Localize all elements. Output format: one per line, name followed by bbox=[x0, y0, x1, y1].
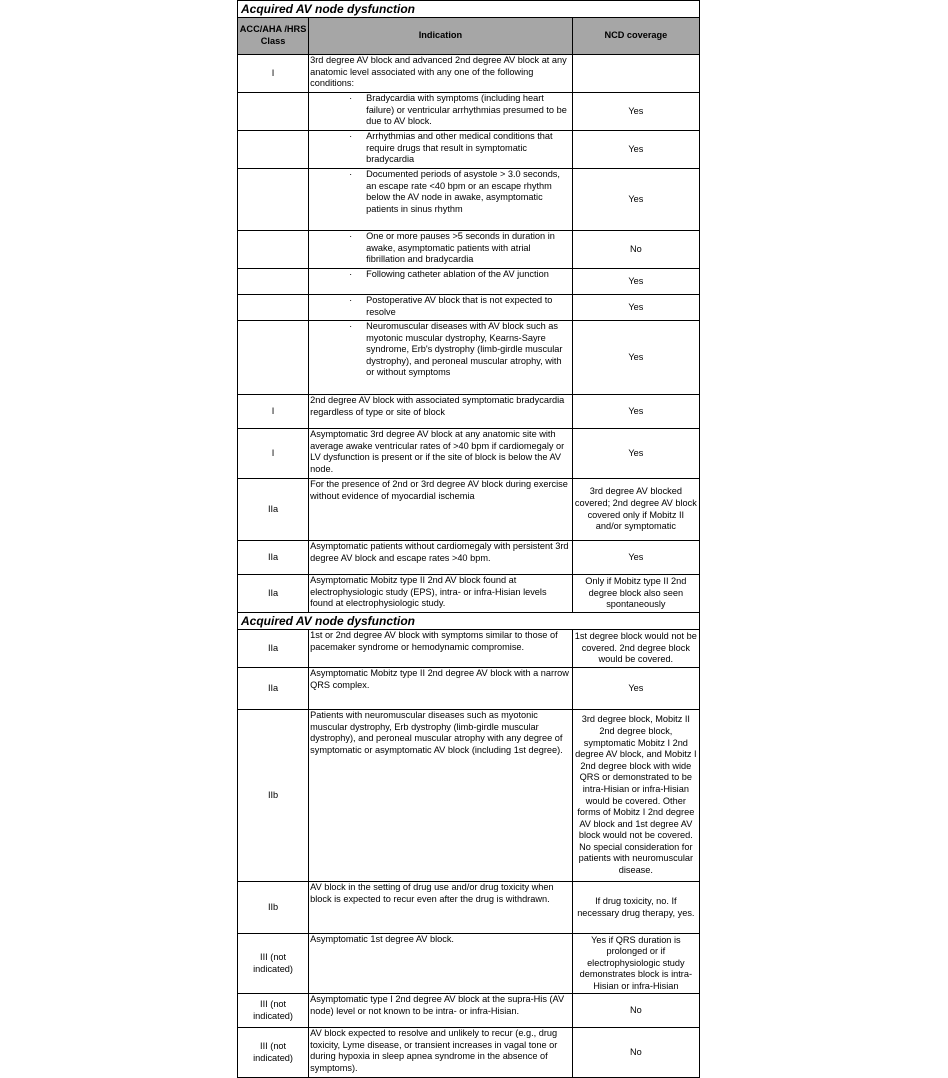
bullet-icon: · bbox=[349, 131, 353, 141]
bullet-text: One or more pauses >5 seconds in duration in awake, asymptomatic patients with atrial fibrillation and bradycardia bbox=[366, 231, 555, 265]
class-cell bbox=[238, 269, 309, 295]
table-row bbox=[238, 295, 700, 321]
indication-text: Asymptomatic Mobitz type II 2nd AV block found at electrophysiologic study (EPS), intra- or infra-Hisian levels found at electrophysiologic study. bbox=[310, 575, 547, 609]
ncd-cell: 3rd degree AV blocked covered; 2nd degree AV block covered only if Mobitz II and/or symptomatic bbox=[572, 479, 699, 541]
ncd-cell: Yes bbox=[572, 295, 699, 321]
table-row bbox=[238, 169, 700, 231]
ncd-cell: No bbox=[572, 994, 699, 1028]
indication-text: 2nd degree AV block with associated symptomatic bradycardia regardless of type or site of block bbox=[310, 395, 565, 417]
table-row bbox=[238, 934, 700, 994]
ncd-cell bbox=[572, 55, 699, 93]
class-cell: IIa bbox=[238, 630, 309, 668]
class-cell: III (not indicated) bbox=[238, 1028, 309, 1078]
indication-cell bbox=[309, 321, 573, 395]
class-cell: IIb bbox=[238, 710, 309, 882]
section-title-row bbox=[238, 1, 700, 18]
ncd-cell: No bbox=[572, 231, 699, 269]
table-row bbox=[238, 630, 700, 668]
table-row bbox=[238, 93, 700, 131]
ncd-cell: Yes bbox=[572, 131, 699, 169]
indication-text: Asymptomatic 3rd degree AV block at any anatomic site with average awake ventricular rates of >40 bpm if cardiomegaly or LV dysfunction is present or if the site of block is below the AV node. bbox=[310, 429, 565, 474]
bullet-item bbox=[310, 321, 571, 379]
indication-text: AV block in the setting of drug use and/or drug toxicity when block is expected to recur even after the drug is withdrawn. bbox=[310, 882, 554, 904]
section-title-row bbox=[238, 613, 700, 630]
table-row bbox=[238, 1028, 700, 1078]
bullet-text: Neuromuscular diseases with AV block such as myotonic muscular dystrophy, Kearns-Sayre syndrome, Erb's dystrophy (limb-girdle muscular dystrophy), and peroneal muscular atrophy, with or without symptoms bbox=[366, 321, 563, 378]
ncd-cell: Yes bbox=[572, 169, 699, 231]
bullet-icon: · bbox=[349, 321, 353, 331]
indication-cell bbox=[309, 575, 573, 613]
table-row bbox=[238, 55, 700, 93]
indication-cell bbox=[309, 395, 573, 429]
table-row bbox=[238, 395, 700, 429]
bullet-icon: · bbox=[349, 295, 353, 305]
table-row bbox=[238, 429, 700, 479]
ncd-cell: Yes if QRS duration is prolonged or if electrophysiologic study demonstrates block is intra-Hisian or infra-Hisian bbox=[572, 934, 699, 994]
indication-cell bbox=[309, 295, 573, 321]
header-row bbox=[238, 18, 700, 55]
indication-cell bbox=[309, 269, 573, 295]
header-indication: Indication bbox=[309, 18, 573, 55]
class-cell: IIb bbox=[238, 882, 309, 934]
ncd-cell: Only if Mobitz type II 2nd degree block also seen spontaneously bbox=[572, 575, 699, 613]
indication-cell bbox=[309, 55, 573, 93]
class-cell: I bbox=[238, 395, 309, 429]
class-cell bbox=[238, 321, 309, 395]
table-row bbox=[238, 321, 700, 395]
bullet-icon: · bbox=[349, 93, 353, 103]
ncd-cell: 1st degree block would not be covered. 2nd degree block would be covered. bbox=[572, 630, 699, 668]
ncd-cell: Yes bbox=[572, 93, 699, 131]
indication-text: AV block expected to resolve and unlikely to recur (e.g., drug toxicity, Lyme disease, or transient increases in vagal tone or during hypoxia in sleep apnea syndrome in the absence of symptoms). bbox=[310, 1028, 558, 1073]
indication-text: 1st or 2nd degree AV block with symptoms similar to those of pacemaker syndrome or hemodynamic compromise. bbox=[310, 630, 558, 652]
ncd-cell: Yes bbox=[572, 668, 699, 710]
bullet-icon: · bbox=[349, 169, 353, 179]
class-cell: I bbox=[238, 429, 309, 479]
indication-cell bbox=[309, 668, 573, 710]
ncd-cell: 3rd degree block, Mobitz II 2nd degree block, symptomatic Mobitz I 2nd degree AV block, and Mobitz I 2nd degree block with wide QRS or demonstrated to be intra-Hisian or infra-Hisian would be covered. Other forms of Mobitz I 2nd degree AV block and 1st degree AV block would not be covered. No special consideration for patients with neuromuscular disease. bbox=[572, 710, 699, 882]
bullet-item bbox=[310, 295, 571, 318]
bullet-item bbox=[310, 131, 571, 166]
document bbox=[237, 0, 700, 1078]
indication-text: Patients with neuromuscular diseases such as myotonic muscular dystrophy, Erb dystrophy (limb-girdle muscular dystrophy), and peroneal muscular atrophy with any degree of symptomatic or asymptomatic AV block (including 1st degree). bbox=[310, 710, 563, 755]
ncd-cell: If drug toxicity, no. If necessary drug therapy, yes. bbox=[572, 882, 699, 934]
ncd-cell: No bbox=[572, 1028, 699, 1078]
bullet-icon: · bbox=[349, 231, 353, 241]
header-class: ACC/AHA /HRS Class bbox=[238, 18, 309, 55]
class-cell bbox=[238, 131, 309, 169]
class-cell: III (not indicated) bbox=[238, 934, 309, 994]
indication-cell bbox=[309, 710, 573, 882]
bullet-item bbox=[310, 93, 571, 128]
indication-cell bbox=[309, 630, 573, 668]
table-row bbox=[238, 131, 700, 169]
section-title: Acquired AV node dysfunction bbox=[238, 613, 700, 630]
table-row bbox=[238, 479, 700, 541]
indication-cell bbox=[309, 429, 573, 479]
indication-cell bbox=[309, 93, 573, 131]
bullet-text: Arrhythmias and other medical conditions that require drugs that result in symptomatic bradycardia bbox=[366, 131, 553, 165]
indication-cell bbox=[309, 1028, 573, 1078]
table-row bbox=[238, 269, 700, 295]
table-row bbox=[238, 541, 700, 575]
bullet-item bbox=[310, 231, 571, 266]
bullet-text: Postoperative AV block that is not expected to resolve bbox=[366, 295, 553, 317]
table-row bbox=[238, 994, 700, 1028]
bullet-text: Documented periods of asystole > 3.0 seconds, an escape rate <40 bpm or an escape rhythm below the AV node in awake, asymptomatic patients in sinus rhythm bbox=[366, 169, 560, 214]
class-cell: IIa bbox=[238, 541, 309, 575]
header-ncd-coverage: NCD coverage bbox=[572, 18, 699, 55]
ncd-cell: Yes bbox=[572, 269, 699, 295]
indication-cell bbox=[309, 169, 573, 231]
class-cell bbox=[238, 231, 309, 269]
indication-cell bbox=[309, 882, 573, 934]
table-row bbox=[238, 710, 700, 882]
bullet-icon: · bbox=[349, 269, 353, 279]
class-cell bbox=[238, 93, 309, 131]
indication-cell bbox=[309, 934, 573, 994]
class-cell: I bbox=[238, 55, 309, 93]
ncd-cell: Yes bbox=[572, 395, 699, 429]
ncd-cell: Yes bbox=[572, 541, 699, 575]
indication-text: 3rd degree AV block and advanced 2nd degree AV block at any anatomic level associated with any one of the following conditions: bbox=[310, 55, 567, 89]
class-cell: III (not indicated) bbox=[238, 994, 309, 1028]
class-cell bbox=[238, 169, 309, 231]
class-cell: IIa bbox=[238, 575, 309, 613]
ncd-cell: Yes bbox=[572, 429, 699, 479]
table-row bbox=[238, 231, 700, 269]
bullet-text: Following catheter ablation of the AV junction bbox=[366, 269, 549, 279]
indication-cell bbox=[309, 231, 573, 269]
indication-cell bbox=[309, 131, 573, 169]
coverage-table bbox=[237, 0, 700, 1078]
indication-text: Asymptomatic 1st degree AV block. bbox=[310, 934, 454, 944]
class-cell bbox=[238, 295, 309, 321]
indication-text: Asymptomatic type I 2nd degree AV block at the supra-His (AV node) level or not known to be intra- or infra-Hisian. bbox=[310, 994, 565, 1016]
indication-cell bbox=[309, 541, 573, 575]
class-cell: IIa bbox=[238, 668, 309, 710]
indication-text: Asymptomatic patients without cardiomegaly with persistent 3rd degree AV block and escape rates >40 bpm. bbox=[310, 541, 569, 563]
indication-cell bbox=[309, 479, 573, 541]
section-title: Acquired AV node dysfunction bbox=[238, 1, 700, 18]
indication-cell bbox=[309, 994, 573, 1028]
table-row bbox=[238, 575, 700, 613]
class-cell: IIa bbox=[238, 479, 309, 541]
indication-text: For the presence of 2nd or 3rd degree AV block during exercise without evidence of myocardial ischemia bbox=[310, 479, 568, 501]
bullet-item bbox=[310, 269, 571, 281]
bullet-text: Bradycardia with symptoms (including heart failure) or ventricular arrhythmias presumed to be due to AV block. bbox=[366, 93, 567, 127]
indication-text: Asymptomatic Mobitz type II 2nd degree AV block with a narrow QRS complex. bbox=[310, 668, 569, 690]
ncd-cell: Yes bbox=[572, 321, 699, 395]
table-row bbox=[238, 668, 700, 710]
table-row bbox=[238, 882, 700, 934]
bullet-item bbox=[310, 169, 571, 215]
